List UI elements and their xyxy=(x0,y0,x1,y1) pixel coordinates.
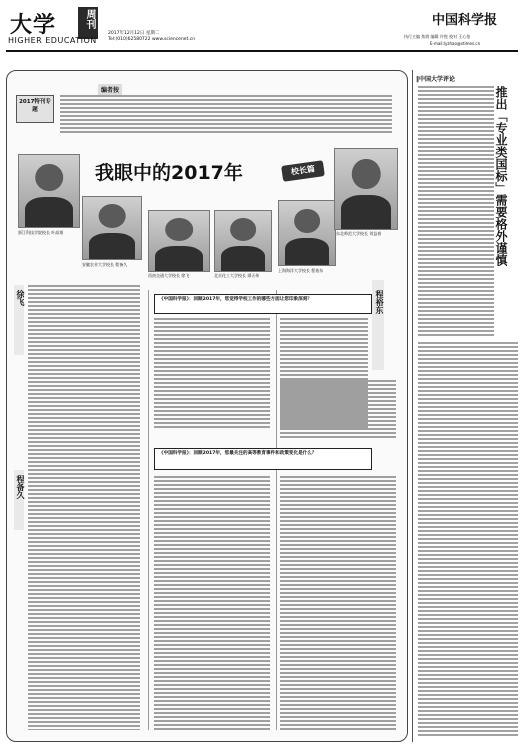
side-label: 徐飞 xyxy=(16,290,25,306)
weekly-label: 周刊 xyxy=(84,9,95,29)
feature-badge-text: 2017特刊专题 xyxy=(19,99,51,113)
body-text xyxy=(154,476,270,732)
portrait-tan-tianwei xyxy=(214,210,272,272)
portrait-caption: 安徽农业大学校长 程备久 xyxy=(82,262,128,267)
feature-headline: 我眼中的2017年 xyxy=(95,162,243,184)
portrait-cheng-yudong xyxy=(278,200,336,266)
masthead xyxy=(0,0,524,50)
body-text xyxy=(280,476,396,732)
question-box-1 xyxy=(154,294,372,314)
editor-note-label: 编者按 xyxy=(98,84,122,95)
question-2: 《中国科学报》：回顾2017年，您最关注的高等教育事件和政策变化是什么？ xyxy=(159,451,317,456)
question-box-2 xyxy=(154,448,372,470)
question-1: 《中国科学报》：回顾2017年，您觉得学校工作的哪些方面让您印象深刻？ xyxy=(159,297,312,302)
editor-note-text xyxy=(60,95,392,135)
column-rule xyxy=(148,290,149,730)
portrait-caption: 浙江科技学院校长 叶高翔 xyxy=(18,230,64,235)
column-rule xyxy=(276,290,277,730)
commentary-text xyxy=(418,86,494,336)
masthead-rule xyxy=(6,50,518,52)
section-title: 大学 xyxy=(10,13,57,38)
commentary-title xyxy=(494,86,520,346)
body-text xyxy=(154,318,270,430)
newspaper-logo: 中国科学报 xyxy=(432,13,498,28)
feature-badge xyxy=(16,95,54,123)
weekly-badge xyxy=(78,7,98,39)
portrait-liu-yichun xyxy=(334,148,398,230)
commentary-text xyxy=(418,342,518,737)
portrait-caption: 上海海洋大学校长 程裕东 xyxy=(278,268,324,273)
section-title-en: HIGHER EDUCATION xyxy=(8,36,97,45)
contact-line: Tel:(010)62580722 www.sciencenet.cn xyxy=(108,37,196,42)
portrait-xu-fei xyxy=(148,210,210,272)
date-line: 2017年12月12日 星期二 xyxy=(108,31,160,36)
portrait-caption: 东北师范大学校长 刘益春 xyxy=(336,231,382,236)
headline-stamp-text: 校长篇 xyxy=(290,164,316,177)
editors-line: 执行主编 焦润 编辑 许悦 校对 王心怡 xyxy=(404,34,471,39)
body-text xyxy=(280,380,396,440)
column-tag: ‖中国大学评论 xyxy=(416,76,456,83)
body-text xyxy=(28,285,140,730)
side-label: 程裕东 xyxy=(375,290,384,314)
portrait-caption: 北京化工大学校长 谭天伟 xyxy=(214,273,260,278)
right-column-divider xyxy=(412,70,413,742)
portrait-caption: 西南交通大学校长 徐飞 xyxy=(148,273,190,278)
email-line: E-mail:lyzhao@stimes.cn xyxy=(430,41,481,46)
portrait-cheng-beijiu xyxy=(82,196,142,260)
commentary-title-text: 推出「专业类国标」需要格外谨慎 xyxy=(494,86,508,266)
side-label: 程备久 xyxy=(16,475,25,499)
portrait-ye-gaoxiang xyxy=(18,154,80,228)
